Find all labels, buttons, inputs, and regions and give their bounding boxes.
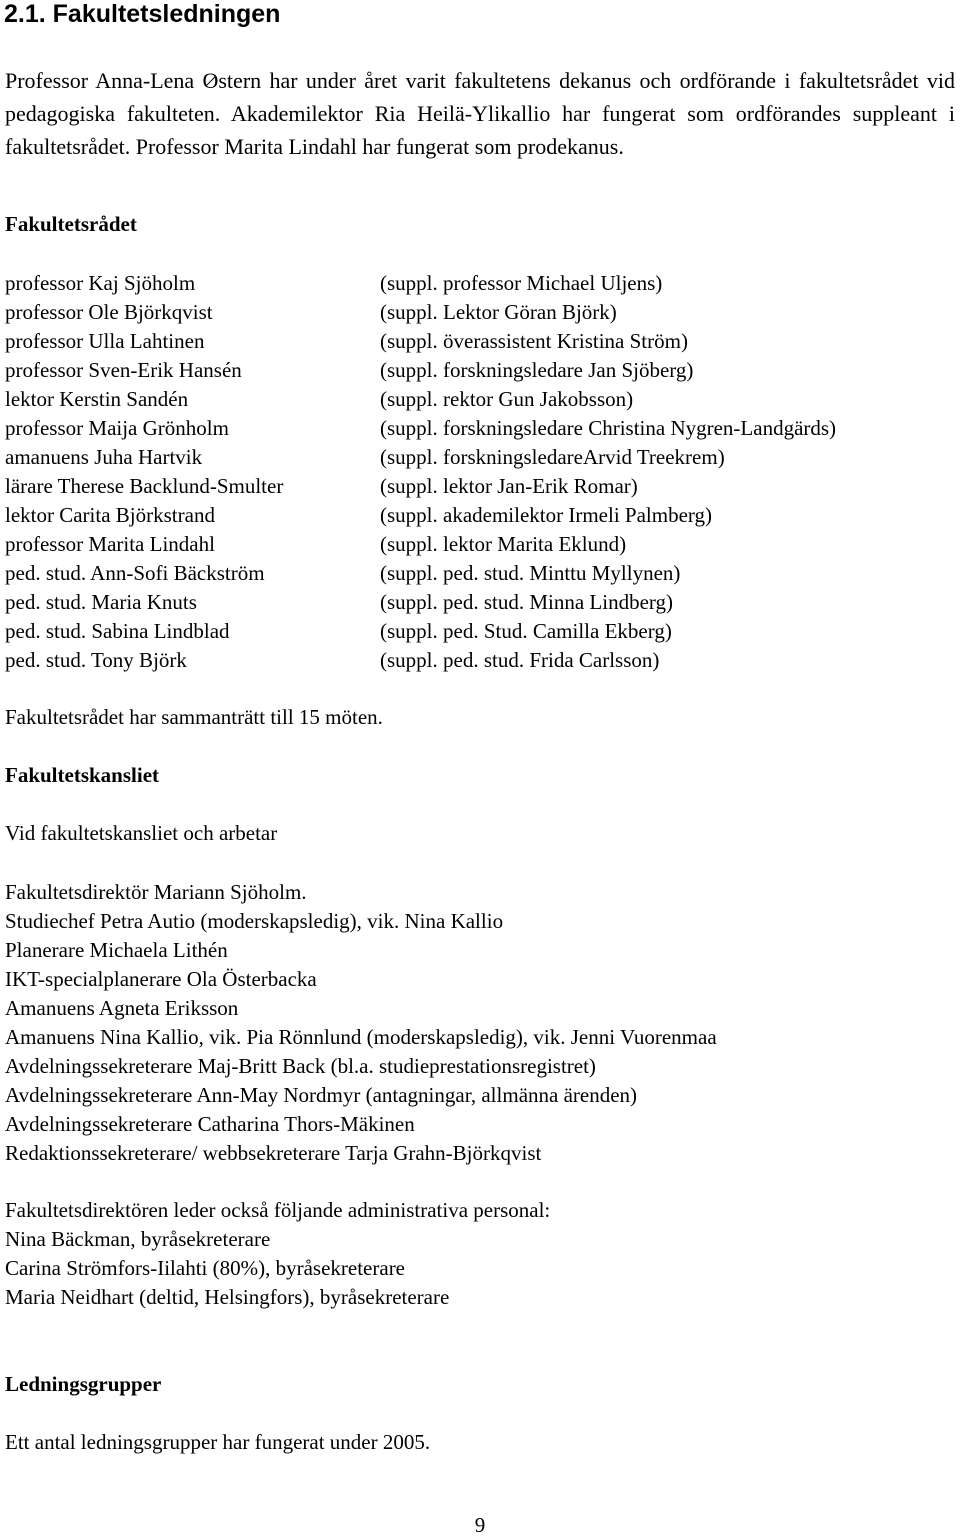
staff-line: Studiechef Petra Autio (moderskapsledig), vik. Nina Kallio — [5, 909, 504, 933]
admin-staff-line: Carina Strömfors-Iilahti (80%), byråsekreterare — [5, 1256, 406, 1280]
admin-staff-line: Nina Bäckman, byråsekreterare — [5, 1227, 271, 1251]
member-name: amanuens Juha Hartvik — [5, 445, 203, 469]
member-row — [5, 356, 955, 385]
member-name: ped. stud. Tony Björk — [5, 648, 187, 672]
admin-staff-line: Maria Neidhart (deltid, Helsingfors), byråsekreterare — [5, 1285, 450, 1309]
member-name: professor Ole Björkqvist — [5, 300, 213, 324]
page-number: 9 — [474, 1513, 486, 1537]
member-substitute: (suppl. forskningsledare Christina Nygren-Landgärds) — [380, 416, 837, 440]
member-row — [5, 559, 955, 588]
kansli-staff-list — [5, 878, 955, 1168]
kansli-intro: Vid fakultetskansliet och arbetar — [5, 821, 278, 845]
member-name: ped. stud. Ann-Sofi Bäckström — [5, 561, 265, 585]
slashed-letter-char: O — [202, 68, 219, 93]
member-name: lektor Carita Björkstrand — [5, 503, 215, 527]
intro-text-start: Professor Anna-Lena — [5, 68, 203, 93]
member-row — [5, 414, 955, 443]
member-substitute: (suppl. ped. Stud. Camilla Ekberg) — [380, 619, 672, 643]
section-title: 2.1. Fakultetsledningen — [4, 0, 281, 28]
member-substitute: (suppl. forskningsledare Jan Sjöberg) — [380, 358, 694, 382]
member-substitute: (suppl. lektor Marita Eklund) — [380, 532, 627, 556]
member-row — [5, 385, 955, 414]
staff-line: Amanuens Nina Kallio, vik. Pia Rönnlund (moderskapsledig), vik. Jenni Vuorenmaa — [5, 1025, 717, 1049]
member-name: professor Sven-Erik Hansén — [5, 358, 242, 382]
fakultetsradet-members-list — [5, 269, 955, 675]
staff-line: IKT-specialplanerare Ola Österbacka — [5, 967, 317, 991]
member-row — [5, 298, 955, 327]
member-substitute: (suppl. lektor Jan-Erik Romar) — [380, 474, 638, 498]
meetings-note: Fakultetsrådet har sammanträtt till 15 möten. — [5, 705, 383, 729]
staff-line: Redaktionssekreterare/ webbsekreterare Tarja Grahn-Björkqvist — [5, 1141, 542, 1165]
admin-staff-list — [5, 1196, 955, 1312]
member-row — [5, 327, 955, 356]
staff-line: Avdelningssekreterare Ann-May Nordmyr (antagningar, allmänna ärenden) — [5, 1083, 638, 1107]
member-name: lärare Therese Backlund-Smulter — [5, 474, 284, 498]
member-substitute: (suppl. forskningsledareArvid Treekrem) — [380, 445, 725, 469]
ledningsgrupper-text: Ett antal ledningsgrupper har fungerat under 2005. — [5, 1430, 431, 1454]
member-row — [5, 530, 955, 559]
staff-line: Avdelningssekreterare Maj-Britt Back (bl.a. studieprestationsregistret) — [5, 1054, 596, 1078]
member-row — [5, 269, 955, 298]
member-row — [5, 617, 955, 646]
member-row — [5, 443, 955, 472]
member-row — [5, 501, 955, 530]
member-substitute: (suppl. rektor Gun Jakobsson) — [380, 387, 634, 411]
member-row — [5, 588, 955, 617]
fakultetsradet-heading: Fakultetsrådet — [5, 212, 137, 236]
member-name: professor Ulla Lahtinen — [5, 329, 205, 353]
member-substitute: (suppl. ped. stud. Minna Lindberg) — [380, 590, 673, 614]
intro-text-rest: stern har under året varit fakultetens dekanus och ordförande i fakultetsrådet vid pedagogiska fakulteten. Akademilektor Ria Heilä-Ylikallio har fungerat som ordförandes suppleant i fakultetsrådet. Professor Marita Lindahl har fungerat som prodekanus. — [5, 68, 955, 159]
member-substitute: (suppl. överassistent Kristina Ström) — [380, 329, 688, 353]
member-name: professor Maija Grönholm — [5, 416, 229, 440]
member-name: lektor Kerstin Sandén — [5, 387, 189, 411]
member-name: professor Marita Lindahl — [5, 532, 215, 556]
staff-line: Planerare Michaela Lithén — [5, 938, 228, 962]
ledningsgrupper-heading: Ledningsgrupper — [5, 1372, 162, 1396]
admin-intro: Fakultetsdirektören leder också följande administrativa personal: — [5, 1198, 551, 1222]
member-substitute: (suppl. ped. stud. Frida Carlsson) — [380, 648, 660, 672]
member-name: professor Kaj Sjöholm — [5, 271, 196, 295]
staff-line: Fakultetsdirektör Mariann Sjöholm. — [5, 880, 307, 904]
member-row — [5, 472, 955, 501]
member-row — [5, 646, 955, 675]
intro-paragraph — [5, 64, 955, 163]
member-name: ped. stud. Sabina Lindblad — [5, 619, 230, 643]
fakultetskansliet-heading: Fakultetskansliet — [5, 763, 160, 787]
member-name: ped. stud. Maria Knuts — [5, 590, 197, 614]
member-substitute: (suppl. professor Michael Uljens) — [380, 271, 663, 295]
member-substitute: (suppl. Lektor Göran Björk) — [380, 300, 617, 324]
slashed-o-letter — [202, 64, 218, 97]
member-substitute: (suppl. ped. stud. Minttu Myllynen) — [380, 561, 681, 585]
member-substitute: (suppl. akademilektor Irmeli Palmberg) — [380, 503, 713, 527]
staff-line: Avdelningssekreterare Catharina Thors-Mäkinen — [5, 1112, 415, 1136]
staff-line: Amanuens Agneta Eriksson — [5, 996, 239, 1020]
